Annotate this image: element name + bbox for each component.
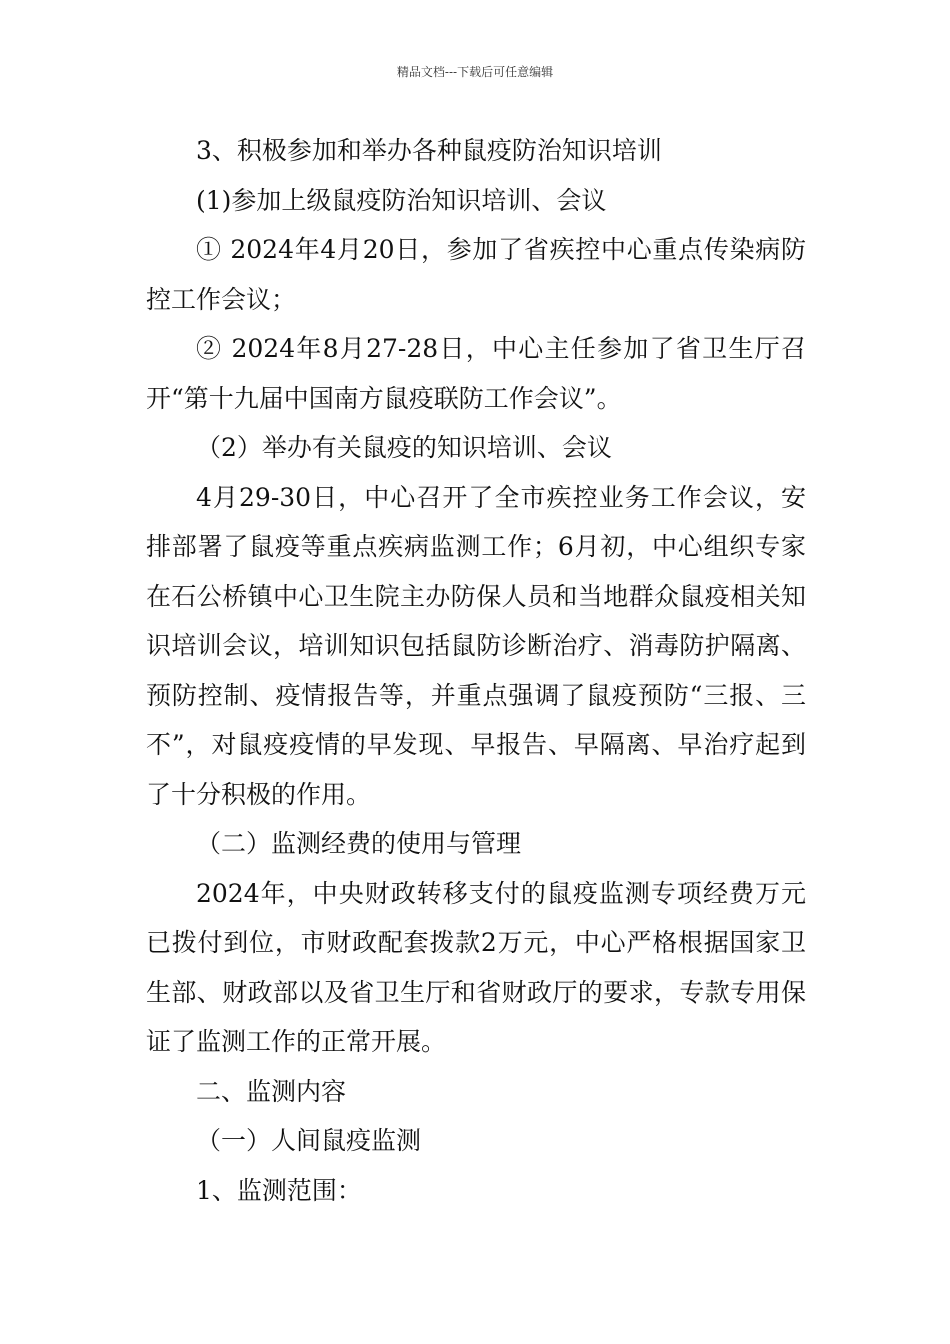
paragraph-subheading-host: （2）举办有关鼠疫的知识培训、会议	[196, 433, 612, 462]
paragraph-funding-details: 2024年，中央财政转移支付的鼠疫监测专项经费万元已拨付到位，市财政配套拨款2万元，中心严格根据国家卫生部、财政部以及省卫生厅和省财政厅的要求，专款专用保证了监测工作的正常开展。	[146, 878, 806, 1056]
paragraph-item-2: ② 2024年8月27-28日，中心主任参加了省卫生厅召开“第十九届中国南方鼠疫联防工作会议”。	[146, 334, 806, 413]
page-header: 精品文档---下载后可任意编辑	[396, 65, 554, 79]
paragraph-scope: 1、监测范围：	[196, 1175, 362, 1205]
paragraph-subheading-human: （一）人间鼠疫监测	[196, 1126, 422, 1155]
paragraph-heading-training: 3、积极参加和举办各种鼠疫防治知识培训	[196, 136, 662, 165]
document-body	[146, 126, 806, 1215]
paragraph-item-1: ① 2024年4月20日，参加了省疾控中心重点传染病防控工作会议；	[146, 235, 806, 314]
paragraph-heading-monitoring: 二、监测内容	[196, 1076, 347, 1106]
paragraph-host-details: 4月29-30日，中心召开了全市疾控业务工作会议，安排部署了鼠疫等重点疾病监测工作；6月初，中心组织专家在石公桥镇中心卫生院主办防保人员和当地群众鼠疫相关知识培训会议，培训知识包括鼠防诊断治疗、消毒防护隔离、预防控制、疫情报告等，并重点强调了鼠疫预防“三报、三不”，对鼠疫疫情的早发现、早报告、早隔离、早治疗起到了十分积极的作用。	[146, 482, 806, 809]
paragraph-subheading-attend: (1)参加上级鼠疫防治知识培训、会议	[196, 185, 607, 215]
paragraph-heading-funding: （二）监测经费的使用与管理	[196, 829, 522, 858]
